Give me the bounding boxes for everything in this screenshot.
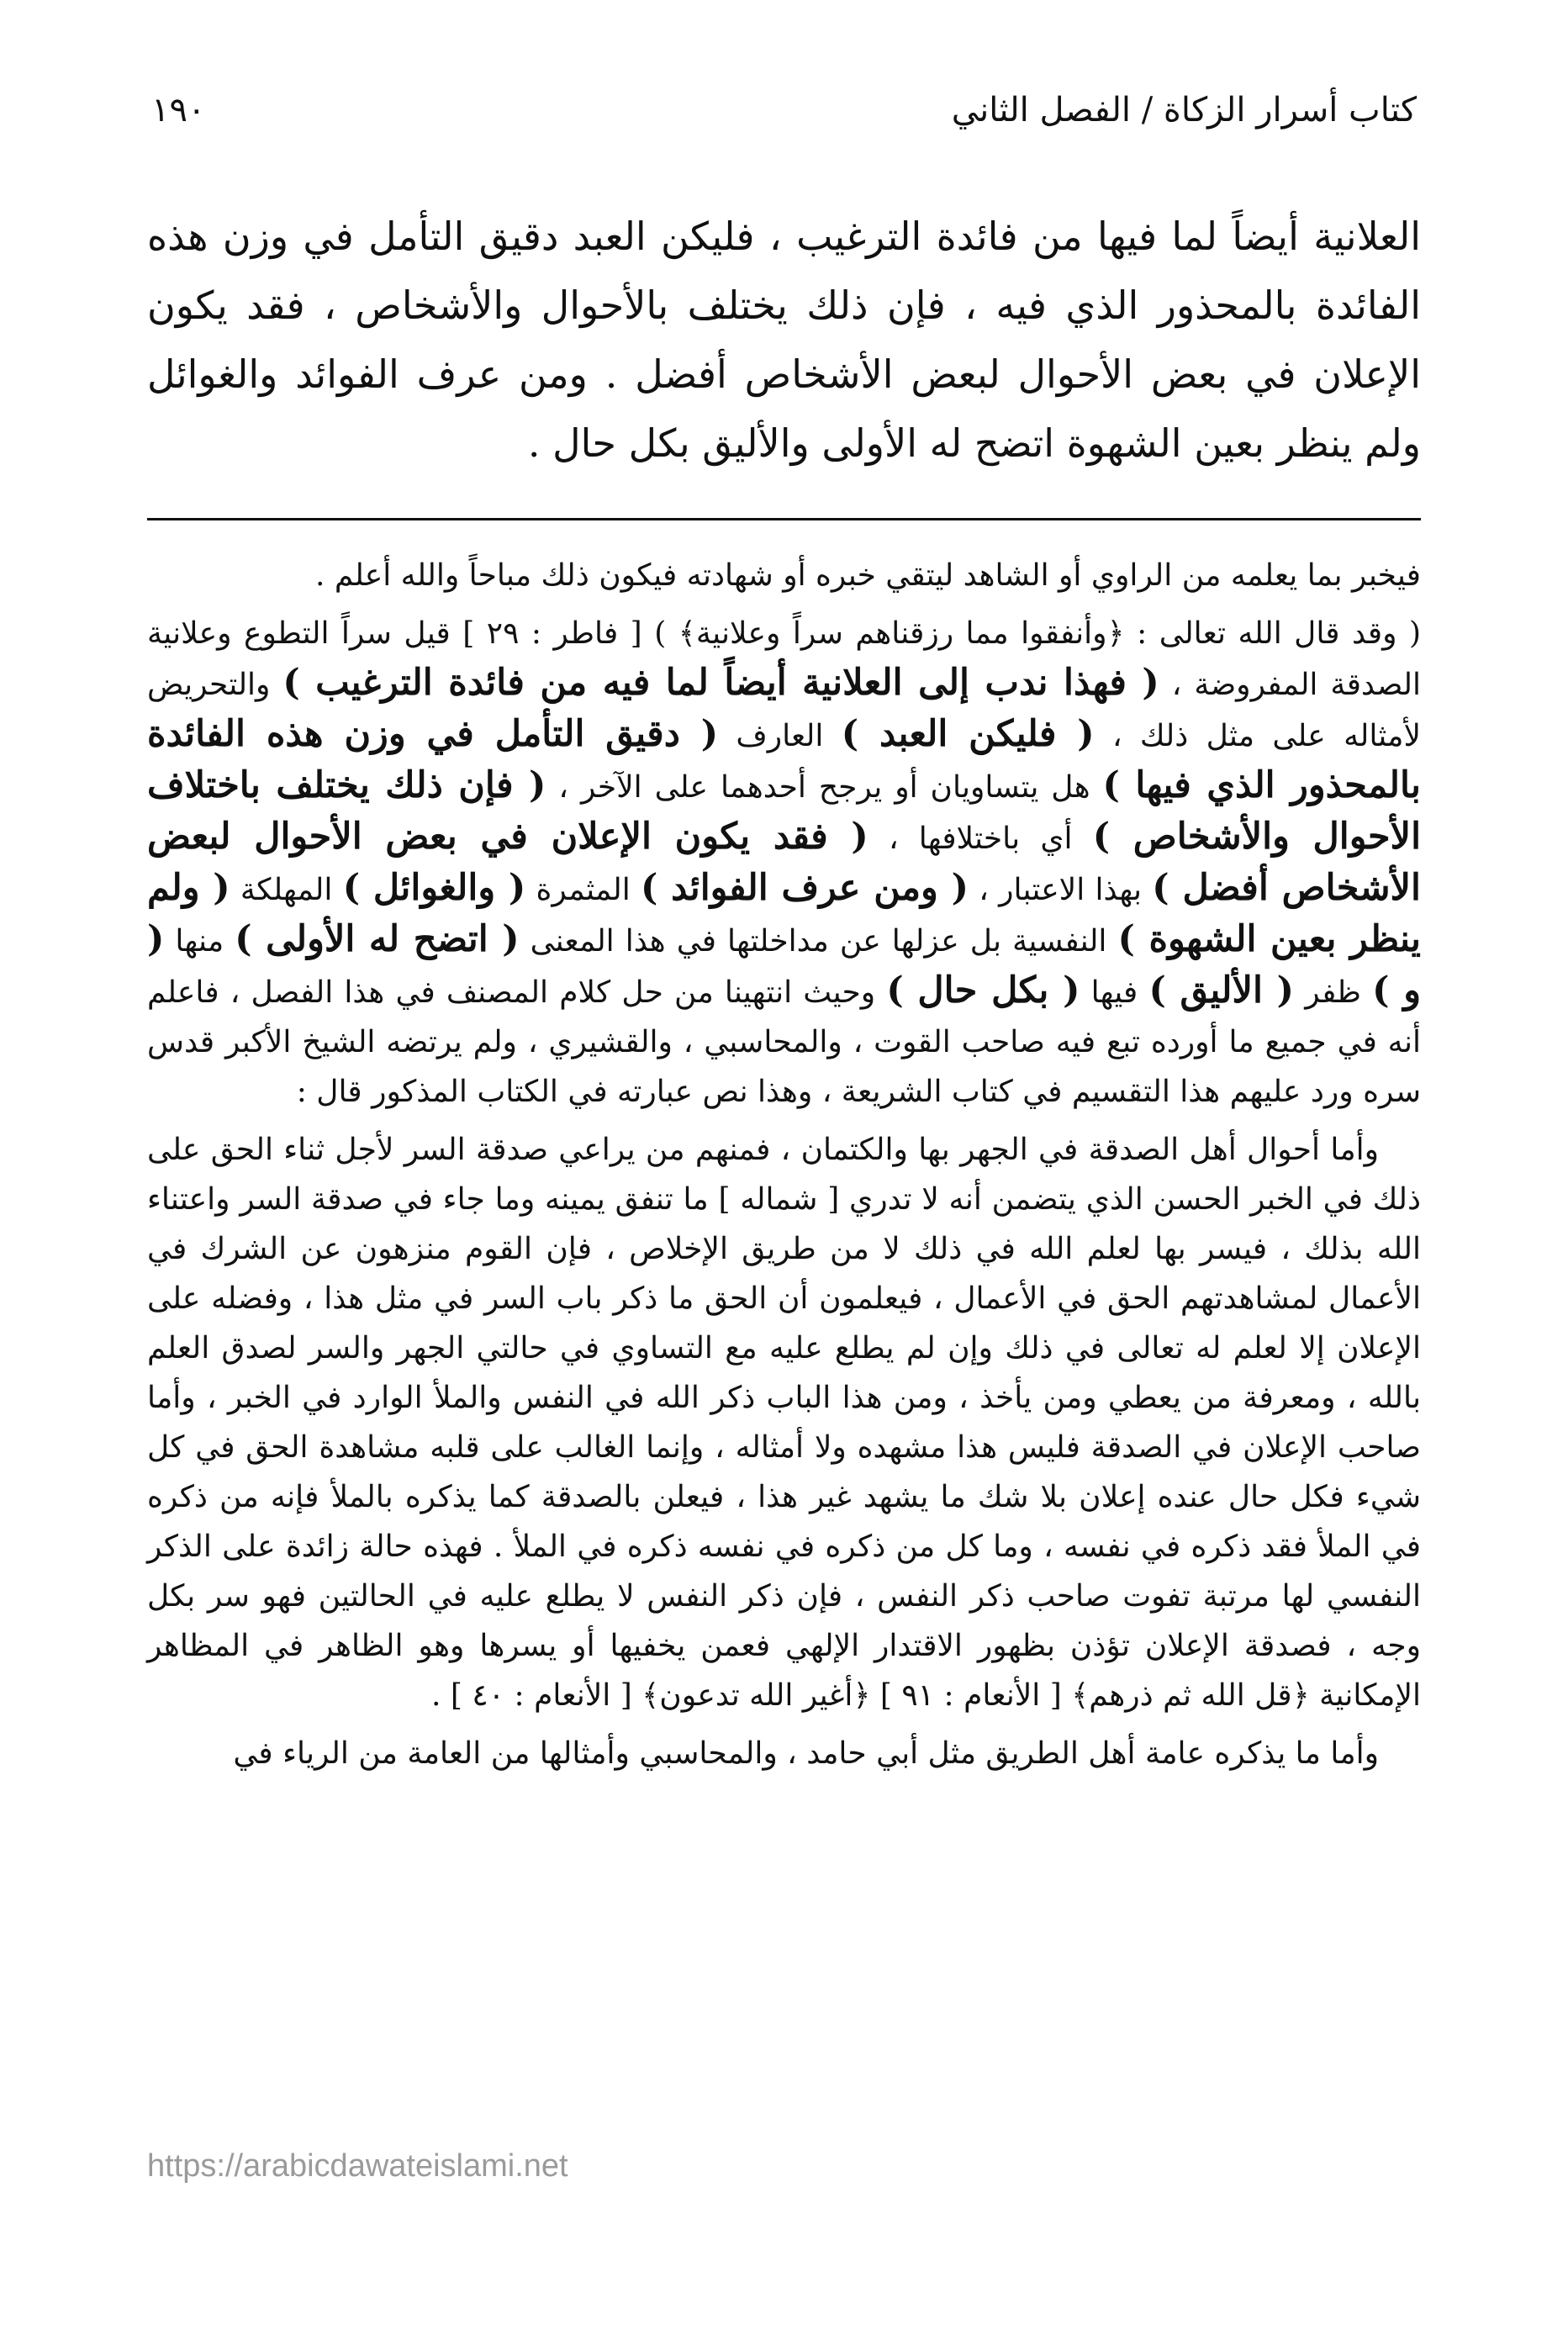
quoted-matn: ( فهذا ندب إلى العلانية أيضاً لما فيه من فائدة الترغيب ) xyxy=(282,662,1159,704)
commentary-text: منها xyxy=(164,924,235,959)
quoted-matn: ( و ) xyxy=(147,918,1421,1012)
quoted-matn: ( فقد يكون الإعلان في بعض الأحوال لبعض الأشخاص أفضل ) xyxy=(147,816,1421,909)
commentary-text: بهذا الاعتبار ، xyxy=(968,873,1153,907)
commentary-paragraph-1: فيخبر بما يعلمه من الراوي أو الشاهد ليتقي خبره أو شهادته فيكون ذلك مباحاً والله أعلم . xyxy=(314,558,1421,593)
quoted-matn: ( بكل حال ) xyxy=(886,969,1080,1012)
commentary-text: ( وقد قال الله تعالى : ﴿وأنفقوا مما رزقناهم سراً وعلانية﴾ ) [ فاطر : ٢٩ ] قيل سراً التطوع وعلانية الصدقة المفروضة ، xyxy=(147,616,1421,702)
quoted-matn: ( ولم ينظر بعين الشهوة ) xyxy=(147,867,1421,960)
commentary xyxy=(147,551,1421,1778)
commentary-text: وحيث انتهينا من حل كلام المصنف في هذا الفصل ، فاعلم أنه في جميع ما أورده تبع فيه صاحب القوت ، والمحاسبي ، والقشيري ، ولم يرتضه الشيخ الأكبر قدس سره ورد عليهم هذا التقسيم في كتاب الشريعة ، وهذا نص عبارته في الكتاب المذكور قال : xyxy=(147,975,1421,1109)
quoted-matn: ( ومن عرف الفوائد ) xyxy=(641,867,969,909)
quoted-matn: ( اتضح له الأولى ) xyxy=(235,918,520,960)
commentary-text: العارف xyxy=(718,719,842,753)
quoted-matn: ( الأليق ) xyxy=(1148,969,1295,1012)
commentary-text: النفسية بل عزلها عن مداخلتها في هذا المعنى xyxy=(519,924,1118,959)
page-header xyxy=(151,91,1417,129)
commentary-text: أي باختلافها ، xyxy=(868,821,1093,856)
quoted-matn: ( فليكن العبد ) xyxy=(841,713,1095,755)
commentary-text: والتحريض لأمثاله على مثل ذلك ، xyxy=(147,668,1421,753)
quoted-matn: ( دقيق التأمل في وزن هذه الفائدة بالمحذور الذي فيها ) xyxy=(147,713,1422,806)
separator-line xyxy=(147,518,1421,520)
running-title: كتاب أسرار الزكاة / الفصل الثاني xyxy=(951,91,1417,129)
main-text: العلانية أيضاً لما فيها من فائدة الترغيب ، فليكن العبد دقيق التأمل في وزن هذه الفائدة بالمحذور الذي فيه ، فإن ذلك يختلف بالأحوال والأشخاص ، فقد يكون الإعلان في بعض الأحوال لبعض الأشخاص أفضل . ومن عرف الفوائد والغوائل ولم ينظر بعين الشهوة اتضح له الأولى والأليق بكل حال . xyxy=(147,214,1421,466)
quoted-matn: ( فإن ذلك يختلف باختلاف الأحوال والأشخاص ) xyxy=(147,764,1422,858)
watermark-url: https://arabicdawateislami.net xyxy=(147,2148,568,2184)
commentary-paragraph-4: وأما ما يذكره عامة أهل الطريق مثل أبي حامد ، والمحاسبي وأمثالها من العامة من الرياء في xyxy=(233,1736,1379,1771)
quoted-matn: ( والغوائل ) xyxy=(342,867,526,909)
page-number: ١٩٠ xyxy=(151,91,206,129)
commentary-text: المثمرة xyxy=(525,873,641,907)
commentary-paragraph-2 xyxy=(147,609,1421,1117)
commentary-text: هل يتساويان أو يرجح أحدهما على الآخر ، xyxy=(546,770,1103,805)
commentary-text: فيها xyxy=(1080,975,1149,1010)
commentary-text: ظفر xyxy=(1294,975,1373,1010)
commentary-paragraph-3: وأما أحوال أهل الصدقة في الجهر بها والكتمان ، فمنهم من يراعي صدقة السر لأجل ثناء الحق على ذلك في الخبر الحسن الذي يتضمن أنه لا تدري [ شماله ] ما تنفق يمينه وما جاء في صدقة السر واعتناء الله بذلك ، فيسر بها لعلم الله في ذلك لا من طريق الإخلاص ، فإن القوم منزهون عن الشرك في الأعمال لمشاهدتهم الحق في الأعمال ، فيعلمون أن الحق ما ذكر باب السر في مثل هذا ، وفضله على الإعلان إلا لعلم له تعالى في ذلك وإن لم يطلع عليه مع التساوي في حالتي الجهر والسر لصدق العلم بالله ، ومعرفة من يعطي ومن يأخذ ، ومن هذا الباب ذكر الله في النفس والملأ الوارد في الخبر ، وأما صاحب الإعلان في الصدقة فليس هذا مشهده ولا أمثاله ، وإنما الغالب على قلبه مشاهدة الحق في كل شيء فكل حال عنده إعلان بلا شك ما يشهد غير هذا ، فيعلن بالصدقة كما يذكره بالملأ فإنه من ذكره في الملأ فقد ذكره في نفسه ، وما كل من ذكره في نفسه ذكره في الملأ . فهذه حالة زائدة على الذكر النفسي لها مرتبة تفوت صاحب ذكر النفس ، فإن ذكر النفس لا يطلع عليه في الحالتين فهو سر بكل وجه ، فصدقة الإعلان تؤذن بظهور الاقتدار الإلهي فعمن يخفيها أو يسرها وهو الظاهر في المظاهر الإمكانية ﴿قل الله ثم ذرهم﴾ [ الأنعام : ٩١ ] ﴿أغير الله تدعون﴾ [ الأنعام : ٤٠ ] . xyxy=(147,1133,1421,1713)
commentary-text: المهلكة xyxy=(230,873,343,907)
